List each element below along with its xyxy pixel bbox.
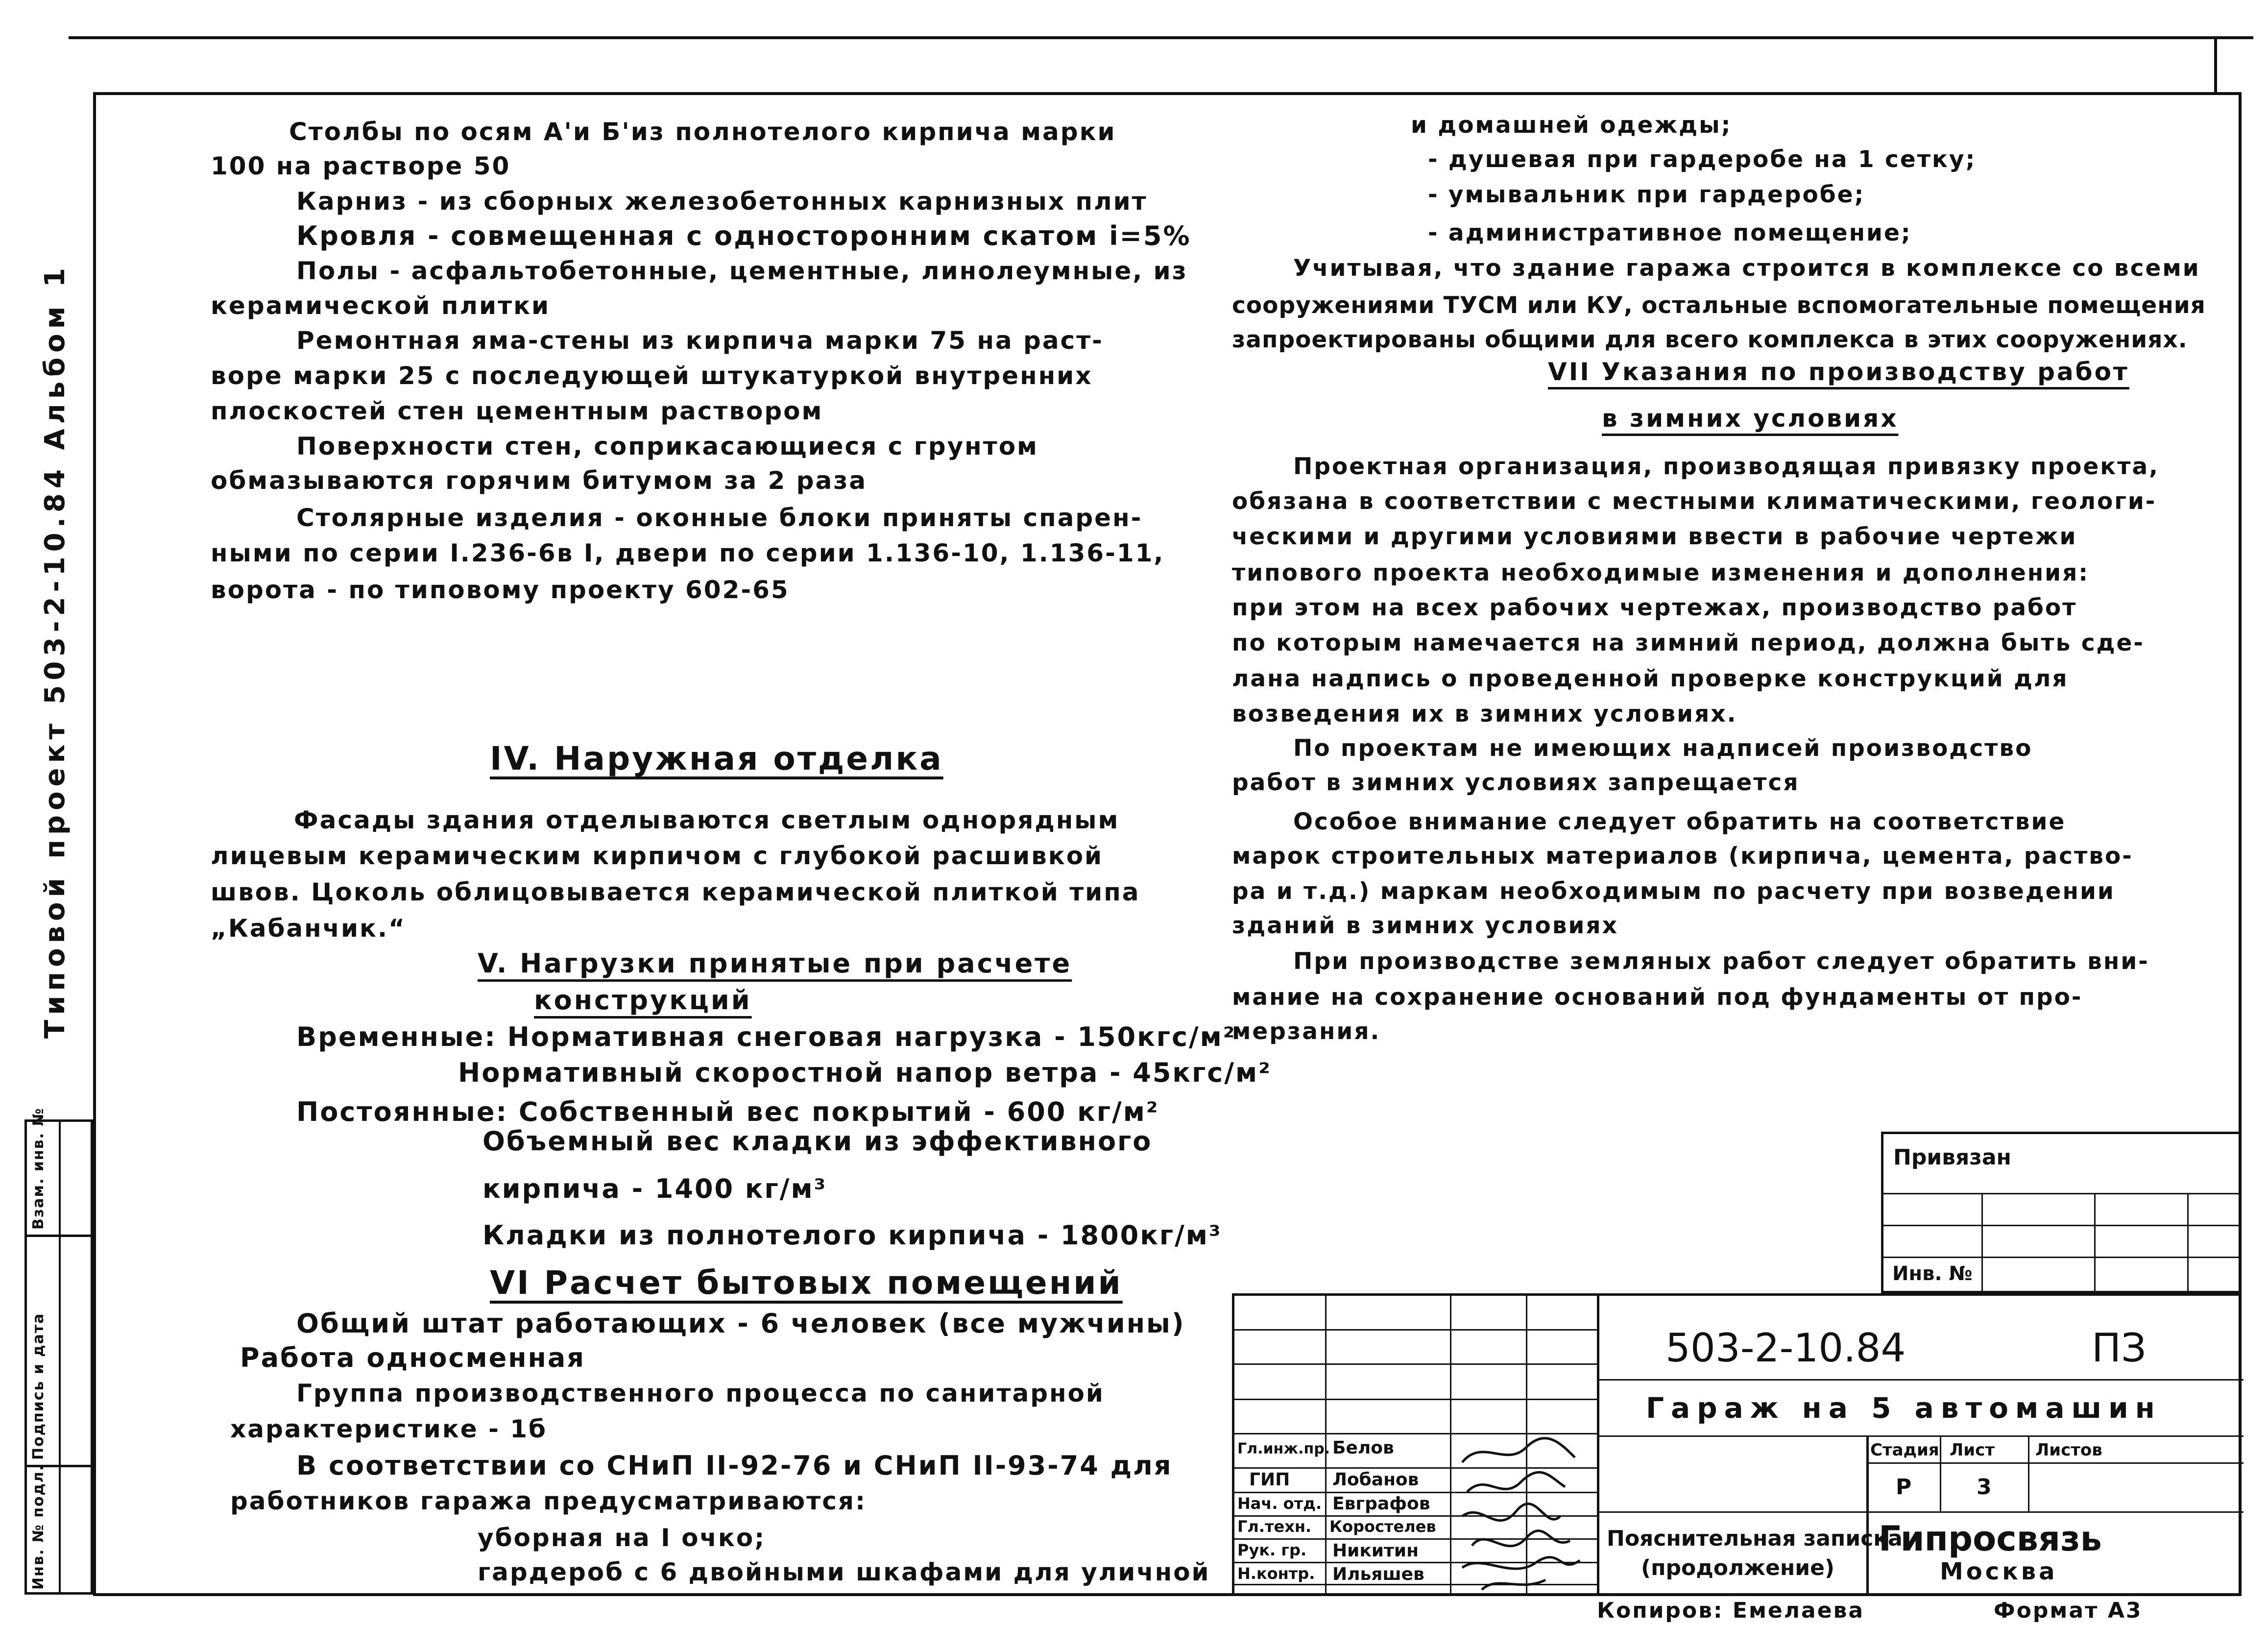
name-3: Коростелев xyxy=(1329,1517,1436,1536)
sec5-line4: Объемный вес кладки из эффективного xyxy=(483,1126,1153,1157)
privyazan-label: Привязан xyxy=(1893,1145,2011,1170)
sec7-p3-3: ра и т.д.) маркам необходимым по расчету при возведении xyxy=(1232,878,2115,905)
sec7-title-2: в зимних условиях xyxy=(1602,404,1899,433)
privyazan-inv: Инв. № xyxy=(1892,1262,1973,1285)
sec4-line2: лицевым керамическим кирпичом с глубокой расшивкой xyxy=(211,842,1104,870)
name-1: Лобанов xyxy=(1332,1470,1419,1490)
title-block xyxy=(1232,1293,2241,1593)
sec5-line1: Временные: Нормативная снеговая нагрузка - 150кгс/м² xyxy=(296,1021,1236,1052)
p5-line1: Ремонтная яма-стены из кирпича марки 75 на раст- xyxy=(296,326,1104,355)
sec7-p1-2: обязана в соответствии с местными климатическими, геологи- xyxy=(1232,488,2157,515)
r-para-a1: Учитывая, что здание гаража строится в комплексе со всеми xyxy=(1293,255,2200,282)
r-line-a4: - административное помещение; xyxy=(1428,219,1912,246)
sec6-line2: Работа односменная xyxy=(240,1342,585,1373)
p1-line1: Столбы по осям А'и Б'из полнотелого кирпича марки xyxy=(289,118,1116,146)
top-right-tick xyxy=(2214,36,2217,95)
role-1: ГИП xyxy=(1249,1470,1290,1490)
sec7-title-1: VII Указания по производству работ xyxy=(1548,358,2129,386)
sec6-line3: Группа производственного процесса по санитарной xyxy=(296,1379,1105,1407)
r-line-a1: и домашней одежды; xyxy=(1411,112,1732,139)
sec5-title-2: конструкций xyxy=(534,985,752,1016)
sec4-title: IV. Наружная отделка xyxy=(490,740,943,777)
p4-line2: керамической плитки xyxy=(211,291,551,320)
copied-by: Копиров: Емелаева xyxy=(1597,1598,1865,1623)
sec7-p1-7: лана надпись о проведенной проверке конструкций для xyxy=(1232,665,2069,692)
inner-left-border xyxy=(93,92,96,1596)
role-3: Гл.техн. xyxy=(1237,1517,1312,1536)
side-label: Типовой проект 503-2-10.84 Альбом 1 xyxy=(39,263,71,1039)
p6-line1: Поверхности стен, соприкасающиеся с грунтом xyxy=(296,432,1038,461)
sec5-line6: Кладки из полнотелого кирпича - 1800кг/м³ xyxy=(483,1220,1222,1251)
top-border xyxy=(69,36,2253,39)
sec7-p4-3: мерзания. xyxy=(1232,1018,1381,1045)
role-5: Н.контр. xyxy=(1237,1564,1315,1583)
p1-line2: 100 на растворе 50 xyxy=(211,152,511,180)
inner-bottom-border xyxy=(93,1593,2242,1596)
sec7-p4-2: мание на сохранение оснований под фундаменты от про- xyxy=(1232,984,2083,1011)
sec6-line6: работников гаража предусматриваются: xyxy=(230,1487,867,1515)
sec6-line4: характеристике - 1б xyxy=(230,1415,547,1443)
sec5-line2: Нормативный скоростной напор ветра - 45кгс/м² xyxy=(458,1057,1272,1088)
stage-label: Стадия xyxy=(1870,1440,1939,1460)
sec7-p1-5: при этом на всех рабочих чертежах, производство работ xyxy=(1232,594,2077,621)
sec7-p1-6: по которым намечается на зимний период, должна быть сде- xyxy=(1232,630,2145,656)
doc-title-2: (продолжение) xyxy=(1641,1555,1835,1580)
p7-line2: ными по серии I.236-6в I, двери по серии 1.136-10, 1.136-11, xyxy=(211,539,1165,567)
doc-title-1: Пояснительная записка xyxy=(1607,1526,1903,1551)
org-name: Гипросвязь xyxy=(1879,1519,2102,1559)
sec7-p2-1: По проектам не имеющих надписей производство xyxy=(1293,735,2033,762)
sheet-value: 3 xyxy=(1977,1475,1992,1500)
p5-line2: воре марки 25 с последующей штукатуркой внутренних xyxy=(211,362,1093,390)
sec6-line1: Общий штат работающих - 6 человек (все мужчины) xyxy=(296,1308,1185,1339)
object-name: Гараж на 5 автомашин xyxy=(1646,1391,2162,1425)
stage-value: Р xyxy=(1896,1475,1912,1500)
sec7-p3-4: зданий в зимних условиях xyxy=(1232,912,1618,939)
sec4-line4: „Кабанчик.“ xyxy=(211,914,406,943)
p4-line1: Полы - асфальтобетонные, цементные, линолеумные, из xyxy=(296,257,1188,285)
stamp-vzam-inv: Взам. инв. № xyxy=(30,1107,47,1230)
role-4: Рук. гр. xyxy=(1237,1541,1307,1559)
sheet-label: Лист xyxy=(1950,1440,1995,1460)
sec7-p2-2: работ в зимних условиях запрещается xyxy=(1232,769,1800,796)
sec6-line5: В соответствии со СНиП II-92-76 и СНиП II-93-74 для xyxy=(296,1450,1173,1481)
sec7-p1-4: типового проекта необходимые изменения и дополнения: xyxy=(1232,559,2090,586)
side-stamp xyxy=(24,1107,93,1595)
stamp-podpis-data: Подпись и дата xyxy=(30,1312,47,1460)
signatures xyxy=(1452,1433,1594,1595)
sec7-p1-1: Проектная организация, производящая привязку проекта, xyxy=(1293,453,2160,480)
p6-line2: обмазываются горячим битумом за 2 раза xyxy=(211,466,868,495)
sec7-p1-8: возведения их в зимних условиях. xyxy=(1232,701,1737,728)
sec5-line5: кирпича - 1400 кг/м³ xyxy=(483,1173,827,1204)
name-4: Никитин xyxy=(1332,1541,1419,1561)
r-line-a2: - душевая при гардеробе на 1 сетку; xyxy=(1428,146,1977,173)
r-para-a2: сооружениями ТУСМ или КУ, остальные вспомогательные помещения xyxy=(1232,292,2206,319)
name-5: Ильяшев xyxy=(1332,1564,1424,1584)
privyazan-box xyxy=(1881,1132,2241,1293)
p2: Карниз - из сборных железобетонных карнизных плит xyxy=(296,187,1148,216)
stamp-inv-podl: Инв. № подл. xyxy=(30,1464,47,1590)
sheet-code: ПЗ xyxy=(2092,1325,2147,1371)
p7-line3: ворота - по типовому проекту 602-65 xyxy=(211,576,790,604)
sec6-title: VI Расчет бытовых помещений xyxy=(490,1264,1123,1302)
inner-top-border xyxy=(93,92,2239,95)
sec4-line1: Фасады здания отделываются светлым однорядным xyxy=(294,806,1120,834)
sheets-label: Листов xyxy=(2035,1440,2102,1460)
sec7-p3-1: Особое внимание следует обратить на соответствие xyxy=(1293,808,2066,835)
p7-line1: Столярные изделия - оконные блоки приняты спарен- xyxy=(296,504,1143,532)
r-line-a3: - умывальник при гардеробе; xyxy=(1428,181,1865,208)
sec7-p1-3: ческими и другими условиями ввести в рабочие чертежи xyxy=(1232,523,2077,550)
r-para-a3: запроектированы общими для всего комплекса в этих сооружениях. xyxy=(1232,326,2188,353)
doc-code: 503-2-10.84 xyxy=(1665,1325,1906,1371)
p3: Кровля - совмещенная с односторонним скатом i=5% xyxy=(296,220,1191,251)
sec5-line3: Постоянные: Собственный вес покрытий - 600 кг/м² xyxy=(296,1096,1159,1127)
p5-line3: плоскостей стен цементным раствором xyxy=(211,397,823,425)
format: Формат А3 xyxy=(1994,1598,2143,1623)
sec6-line8: гардероб с 6 двойными шкафами для уличной xyxy=(478,1558,1210,1586)
sec7-p3-2: марок строительных материалов (кирпича, цемента, раство- xyxy=(1232,843,2133,870)
role-0: Гл.инж.пр. xyxy=(1237,1440,1330,1457)
org-city: Москва xyxy=(1940,1558,2058,1585)
role-2: Нач. отд. xyxy=(1237,1494,1322,1513)
name-2: Евграфов xyxy=(1332,1494,1430,1514)
sec5-title-1: V. Нагрузки принятые при расчете xyxy=(478,948,1072,979)
sec6-line7: уборная на I очко; xyxy=(478,1524,766,1552)
sec7-p4-1: При производстве земляных работ следует обратить вни- xyxy=(1293,948,2149,975)
sec4-line3: швов. Цоколь облицовывается керамической плиткой типа xyxy=(211,878,1140,906)
name-0: Белов xyxy=(1332,1438,1394,1458)
